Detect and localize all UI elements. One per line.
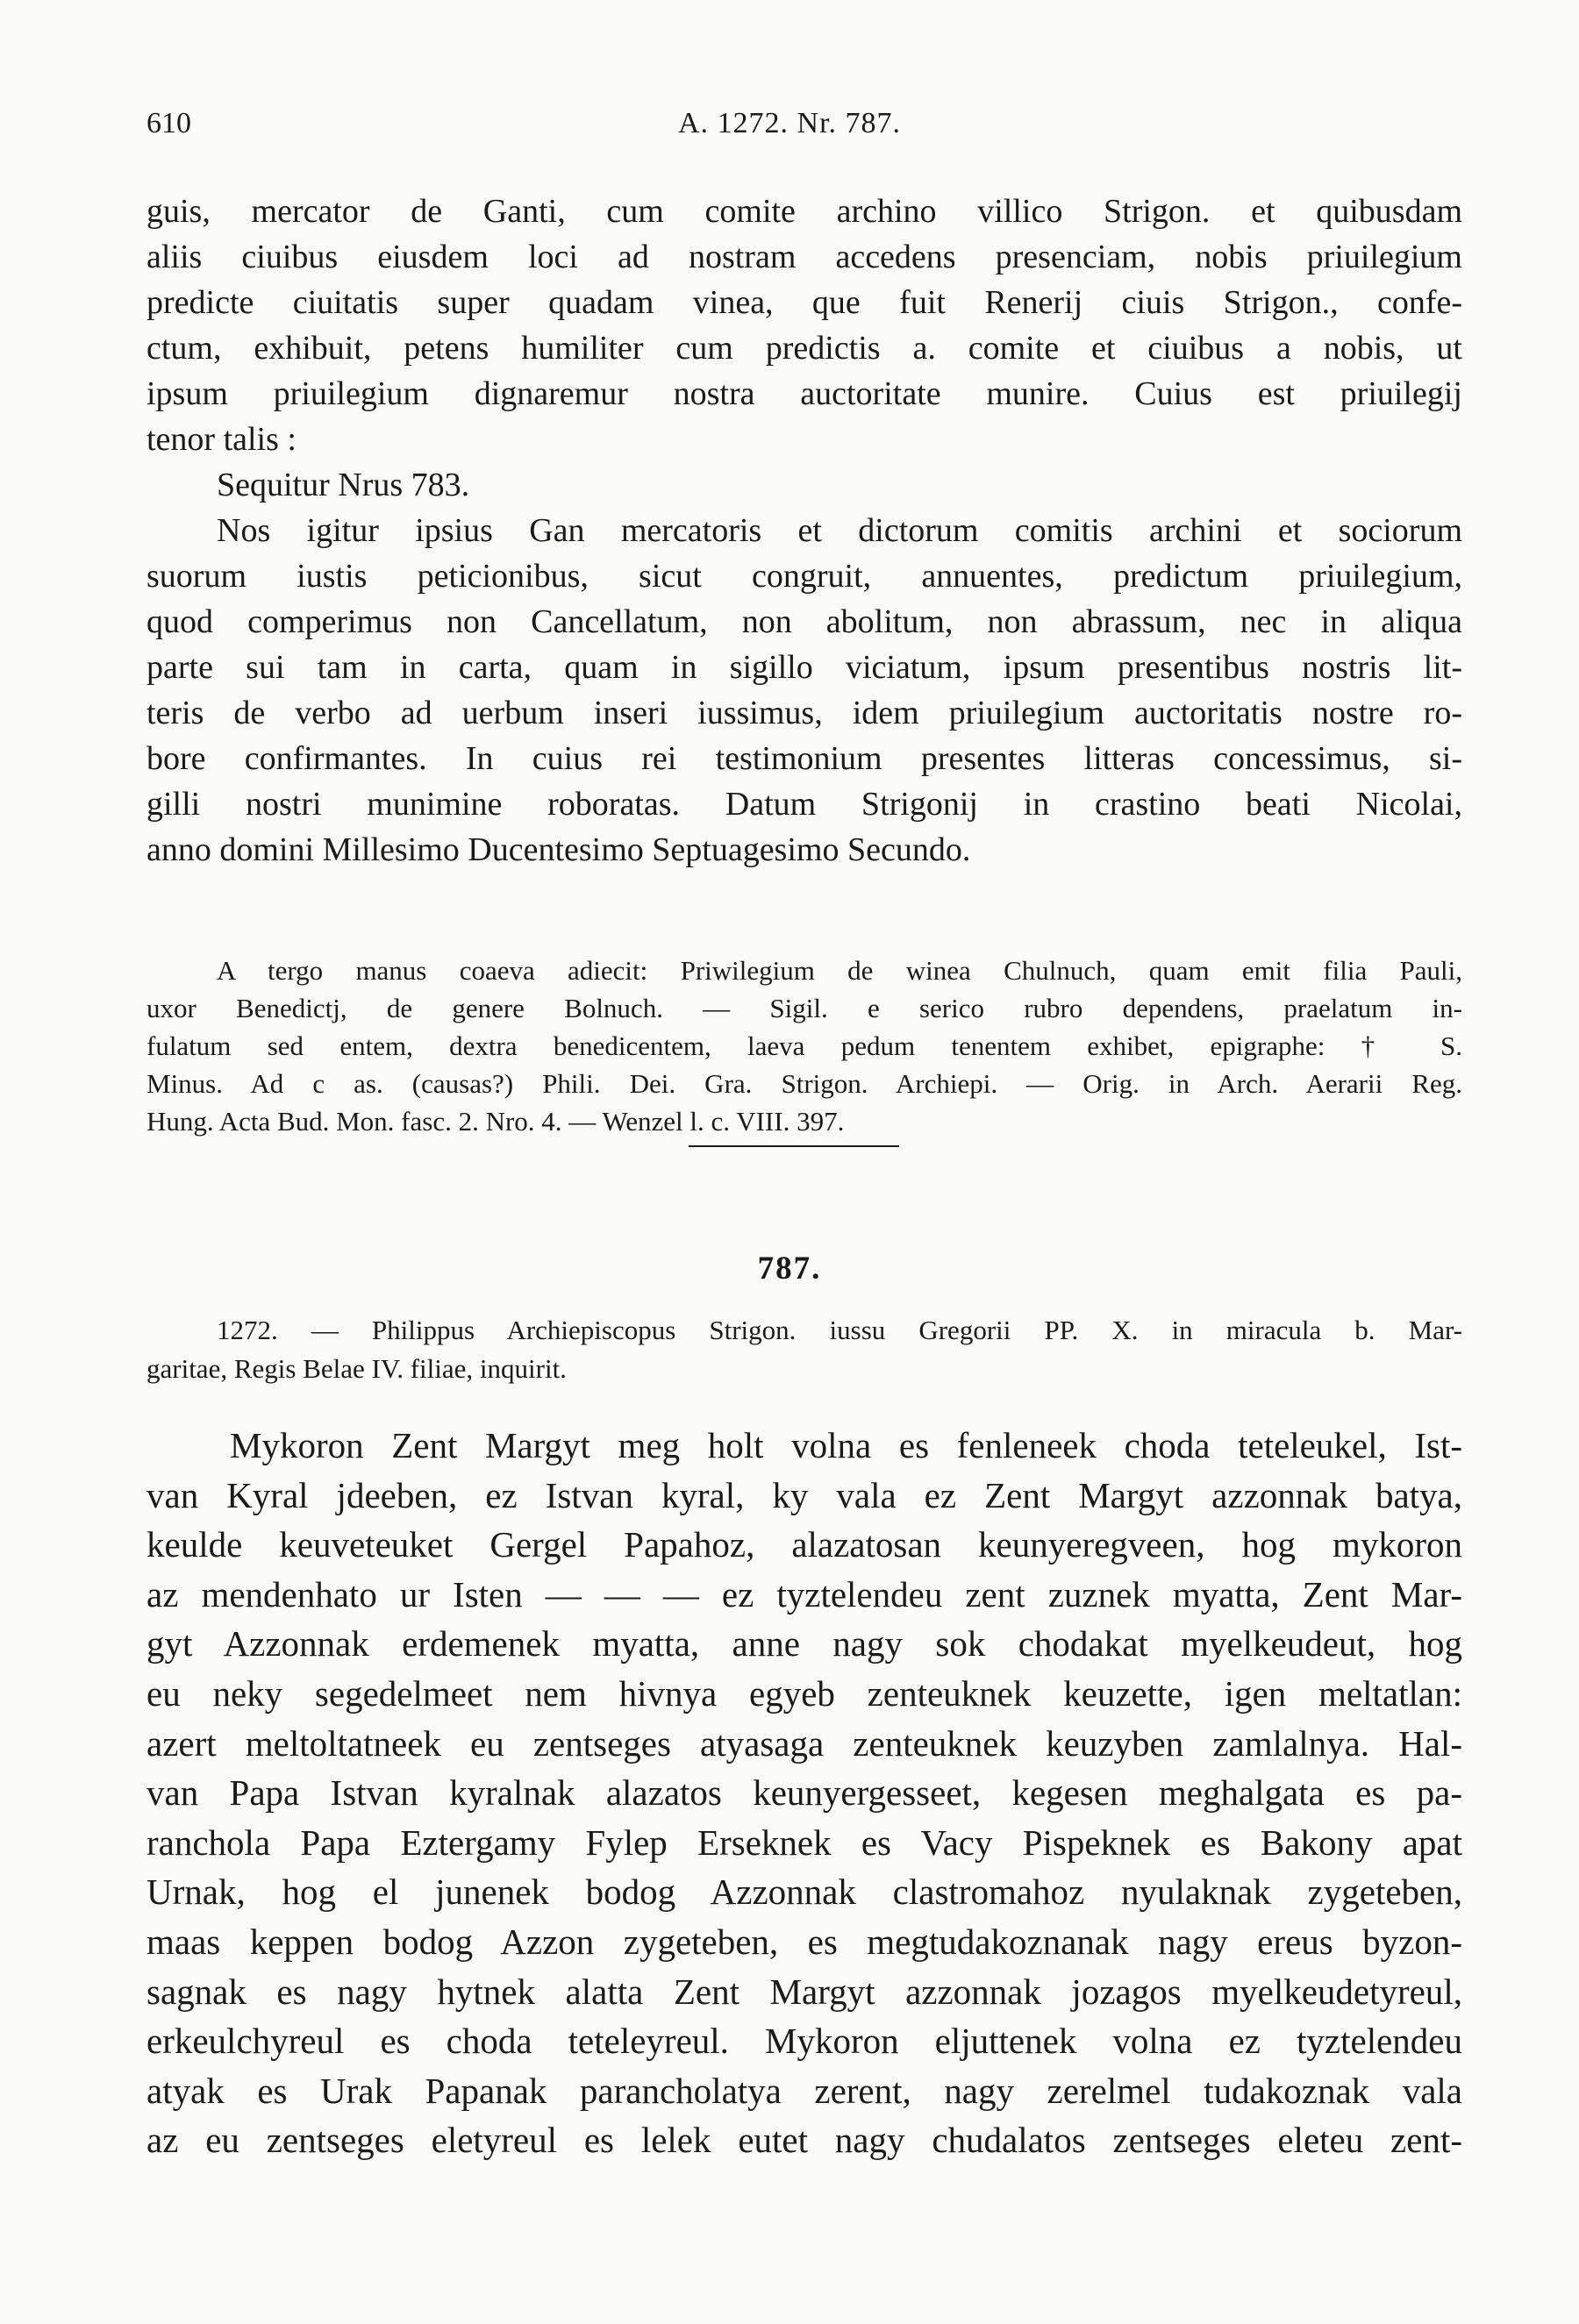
text-line: gilli nostri munimine roboratas. Datum Strigonij in crastino beati Nicolai, — [146, 786, 1462, 823]
note-line: uxor Benedictj, de genere Bolnuch. — Sigil. e serico rubro dependens, praelatum in- — [146, 993, 1462, 1023]
note-line: Minus. Ad c as. (causas?) Phili. Dei. Gra. Strigon. Archiepi. — Orig. in Arch. Aerarii Reg. — [146, 1068, 1462, 1099]
document-number: 787. — [757, 1251, 822, 1287]
text-line: az eu zentseges eletyreul es lelek eutet nagy chudalatos zentseges eleteu zent- — [146, 2120, 1462, 2161]
text-line: gyt Azzonnak erdemenek myatta, anne nagy sok chodakat myelkeudeut, hog — [146, 1623, 1462, 1665]
text-line: ranchola Papa Eztergamy Fylep Erseknek es Vacy Pispeknek es Bakony apat — [146, 1821, 1462, 1863]
text-line: maas keppen bodog Azzon zygeteben, es megtudakoznanak nagy ereus byzon- — [146, 1921, 1462, 1962]
text-line: van Kyral jdeeben, ez Istvan kyral, ky vala ez Zent Margyt azzonnak batya, — [146, 1474, 1462, 1515]
continued-charter-text — [146, 189, 1462, 873]
text-line: anno domini Millesimo Ducentesimo Septuagesimo Secundo. — [146, 831, 971, 868]
text-line: van Papa Istvan kyralnak alazatos keunyergesseet, kegesen meghalgata es pa- — [146, 1772, 1462, 1814]
text-line: eu neky segedelmeet nem hivnya egyeb zenteuknek keuzette, igen meltatlan: — [146, 1672, 1462, 1714]
editorial-note — [146, 952, 1462, 1140]
text-line: teris de verbo ad uerbum inseri iussimus, idem priuilegium auctoritatis nostre ro- — [146, 695, 1462, 731]
text-line: keulde keuveteuket Gergel Papahoz, alazatosan keunyeregveen, hog mykoron — [146, 1524, 1462, 1565]
text-line: tenor talis : — [146, 421, 297, 458]
note-line: A tergo manus coaeva adiecit: Priwilegium de winea Chulnuch, quam emit filia Pauli, — [217, 955, 1462, 986]
text-line: Urnak, hog el junenek bodog Azzonnak clastromahoz nyulaknak zygeteben, — [146, 1871, 1462, 1913]
text-line: azert meltoltatneek eu zentseges atyasaga zenteuknek keuzyben zamlalnya. Hal- — [146, 1722, 1462, 1764]
text-line: guis, mercator de Ganti, cum comite archino villico Strigon. et quibusdam — [146, 193, 1462, 230]
document-text — [146, 1421, 1462, 2165]
page-number: 610 — [146, 107, 191, 139]
text-line: quod comperimus non Cancellatum, non abolitum, non abrassum, nec in aliqua — [146, 603, 1462, 640]
text-line: Mykoron Zent Margyt meg holt volna es fenleneek choda teteleukel, Ist- — [230, 1425, 1462, 1465]
sequitur-reference: Sequitur Nrus 783. — [217, 467, 470, 503]
section-divider — [689, 1145, 899, 1147]
text-line: aliis ciuibus eiusdem loci ad nostram accedens presenciam, nobis priuilegium — [146, 239, 1462, 275]
text-line: Nos igitur ipsius Gan mercatoris et dictorum comitis archini et sociorum — [217, 512, 1462, 549]
text-line: atyak es Urak Papanak parancholatya zerent, nagy zerelmel tudakoznak vala — [146, 2070, 1462, 2111]
text-line: az mendenhato ur Isten — — — ez tyztelendeu zent zuznek myatta, Zent Mar- — [146, 1573, 1462, 1615]
document-summary — [146, 1311, 1462, 1388]
text-line: sagnak es nagy hytnek alatta Zent Margyt azzonnak jozagos myelkeudetyreul, — [146, 1971, 1462, 2012]
text-line: predicte ciuitatis super quadam vinea, que fuit Renerij ciuis Strigon., confe- — [146, 284, 1462, 321]
text-line: suorum iustis peticionibus, sicut congruit, annuentes, predictum priuilegium, — [146, 558, 1462, 595]
text-line: ctum, exhibuit, petens humiliter cum predictis a. comite et ciuibus a nobis, ut — [146, 330, 1462, 367]
text-line: ipsum priuilegium dignaremur nostra auctoritate munire. Cuius est priuilegij — [146, 375, 1462, 412]
text-line: parte sui tam in carta, quam in sigillo viciatum, ipsum presentibus nostris lit- — [146, 649, 1462, 686]
text-line: erkeulchyreul es choda teteleyreul. Mykoron eljuttenek volna ez tyztelendeu — [146, 2021, 1462, 2062]
summary-line: garitae, Regis Belae IV. filiae, inquirit. — [146, 1353, 567, 1384]
note-line: fulatum sed entem, dextra benedicentem, laeva pedum tenentem exhibet, epigraphe: † S. — [146, 1030, 1462, 1061]
note-line: Hung. Acta Bud. Mon. fasc. 2. Nro. 4. — Wenzel l. c. VIII. 397. — [146, 1106, 845, 1137]
header-title: A. 1272. Nr. 787. — [677, 107, 902, 139]
text-line: bore confirmantes. In cuius rei testimonium presentes litteras concessimus, si- — [146, 740, 1462, 777]
summary-line: 1272. — Philippus Archiepiscopus Strigon. iussu Gregorii PP. X. in miracula b. Mar- — [217, 1315, 1462, 1345]
